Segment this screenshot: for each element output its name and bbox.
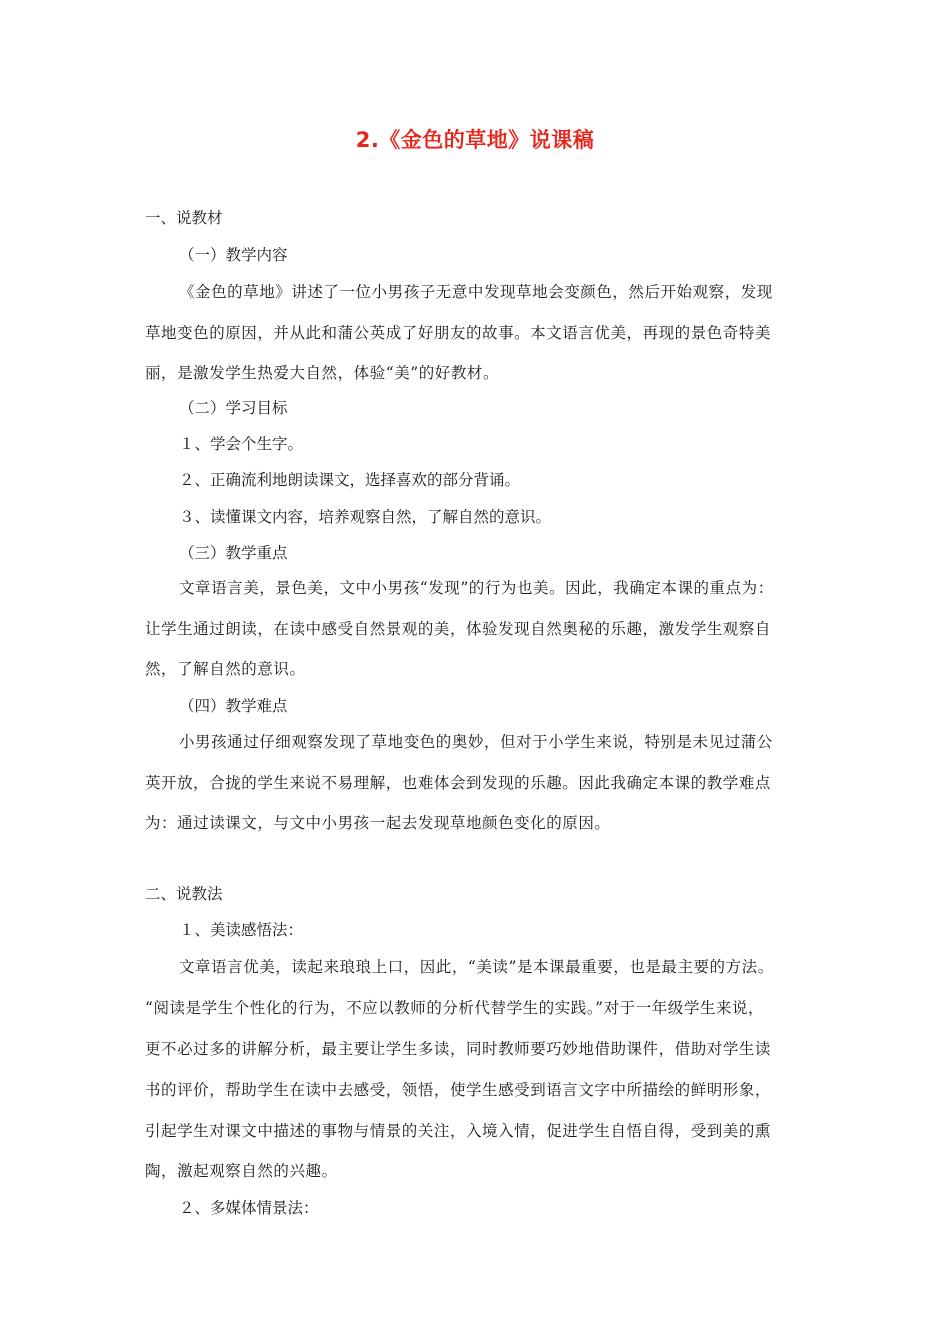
page-title: 2.《金色的草地》说课稿 bbox=[355, 128, 595, 152]
paragraph-line: 丽，是激发学生热爱大自然，体验“美”的好教材。 bbox=[145, 364, 499, 382]
list-item: ３、读懂课文内容，培养观察自然，了解自然的意识。 bbox=[179, 508, 552, 526]
paragraph-line: 然，了解自然的意识。 bbox=[145, 660, 306, 678]
paragraph-line: 引起学生对课文中描述的事物与情景的关注，入境入情，促进学生自悟自得，受到美的熏 bbox=[145, 1122, 771, 1140]
subsection-heading: （四）教学难点 bbox=[179, 697, 288, 715]
section-heading: 二、说教法 bbox=[145, 885, 223, 903]
subsection-heading: （一）教学内容 bbox=[179, 246, 288, 264]
paragraph-line: 让学生通过朗读，在读中感受自然景观的美，体验发现自然奥秘的乐趣，激发学生观察自 bbox=[145, 620, 771, 638]
paragraph-line: 草地变色的原因，并从此和蒲公英成了好朋友的故事。本文语言优美，再现的景色奇特美 bbox=[145, 324, 771, 342]
subsection-heading: （三）教学重点 bbox=[179, 544, 288, 562]
paragraph-line: 文章语言美，景色美，文中小男孩“发现”的行为也美。因此，我确定本课的重点为： bbox=[179, 579, 774, 597]
list-item: ２、多媒体情景法： bbox=[179, 1199, 319, 1217]
list-item: １、美读感悟法： bbox=[179, 921, 304, 939]
list-item: ２、正确流利地朗读课文，选择喜欢的部分背诵。 bbox=[179, 471, 521, 489]
paragraph-line: 英开放，合拢的学生来说不易理解，也难体会到发现的乐趣。因此我确定本课的教学难点 bbox=[145, 774, 771, 792]
paragraph-line: 文章语言优美，读起来琅琅上口，因此，“美读”是本课最重要，也是最主要的方法。 bbox=[179, 958, 774, 976]
paragraph-line: 陶，激起观察自然的兴趣。 bbox=[145, 1162, 338, 1180]
paragraph-line: 小男孩通过仔细观察发现了草地变色的奥妙，但对于小学生来说，特别是未见过蒲公 bbox=[179, 733, 773, 751]
paragraph-line: 《金色的草地》讲述了一位小男孩子无意中发现草地会变颜色，然后开始观察，发现 bbox=[179, 283, 773, 301]
paragraph-line: 书的评价，帮助学生在读中去感受，领悟，使学生感受到语言文字中所描绘的鲜明形象， bbox=[145, 1081, 771, 1099]
paragraph-line: 为：通过读课文，与文中小男孩一起去发现草地颜色变化的原因。 bbox=[145, 814, 611, 832]
subsection-heading: （二）学习目标 bbox=[179, 399, 288, 417]
section-heading: 一、说教材 bbox=[145, 209, 223, 227]
list-item: １、学会个生字。 bbox=[179, 435, 304, 453]
paragraph-line: “阅读是学生个性化的行为，不应以教师的分析代替学生的实践。”对于一年级学生来说， bbox=[145, 999, 765, 1017]
paragraph-line: 更不必过多的讲解分析，最主要让学生多读，同时教师要巧妙地借助课件，借助对学生读 bbox=[145, 1040, 771, 1058]
